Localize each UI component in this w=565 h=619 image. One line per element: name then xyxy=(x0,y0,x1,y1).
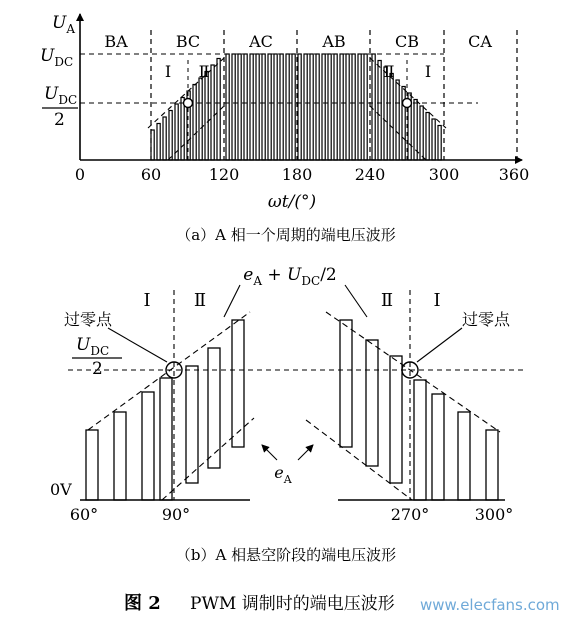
sector-label-ab: AB xyxy=(322,32,346,51)
top-pulse-flat xyxy=(244,54,247,160)
bottom-pulse-left-2 xyxy=(232,320,244,447)
top-region-right-1: Ⅰ xyxy=(424,62,432,81)
top-x-tick-120: 120 xyxy=(208,165,240,184)
envelope-leader-left xyxy=(224,285,240,317)
zero-cross-leader-left xyxy=(108,328,167,362)
bottom-envelope-lines xyxy=(88,312,500,500)
bottom-pulse-right-2 xyxy=(366,340,378,466)
top-pulse-flat xyxy=(256,54,259,160)
top-pulse-rising xyxy=(151,130,154,160)
svg-text:2: 2 xyxy=(92,359,103,379)
svg-text:UDC: $U_{DC}$ xyxy=(44,84,78,107)
ea-label: $e_A$ xyxy=(274,463,292,486)
top-pulse-falling xyxy=(432,119,435,160)
bottom-x-tick-90: 90° xyxy=(161,505,191,524)
zero-cross-label-right: 过零点 xyxy=(462,310,511,329)
top-pulse-falling xyxy=(390,74,393,161)
zero-cross-leader-right xyxy=(417,328,462,362)
zero-volt-label: 0V xyxy=(50,480,72,499)
bottom-x-tick-300: 300° xyxy=(474,505,514,524)
bottom-pulse-right-2 xyxy=(340,320,352,447)
top-pulse-flat xyxy=(310,54,313,160)
svg-text:UDC: $U_{DC}$ xyxy=(76,335,110,358)
bottom-region-left-1: Ⅰ xyxy=(143,290,151,311)
sector-label-cb: CB xyxy=(395,32,419,51)
top-x-tick-60: 60 xyxy=(140,165,162,184)
top-pulse-flat xyxy=(358,54,361,160)
bottom-region-labels xyxy=(143,290,440,311)
top-pulse-flat xyxy=(262,54,265,160)
top-pulse-flat xyxy=(352,54,355,160)
bottom-udc-half-label xyxy=(72,335,122,379)
top-pulse-falling xyxy=(378,61,381,161)
bottom-pulse-right-1 xyxy=(414,380,426,500)
top-pulse-flat xyxy=(232,54,235,160)
bottom-pulse-left-2 xyxy=(186,366,198,483)
top-pulse-flat xyxy=(238,54,241,160)
top-region-left-2: Ⅱ xyxy=(198,62,210,81)
top-region-left-1: Ⅰ xyxy=(164,62,172,81)
top-udc-label: $U_{DC}$ xyxy=(40,46,74,69)
top-pulse-falling xyxy=(372,54,375,160)
sector-label-ba: BA xyxy=(104,32,128,51)
bottom-diagram xyxy=(50,265,525,564)
top-sector-labels xyxy=(104,32,492,51)
top-caption: （a）A 相一个周期的端电压波形 xyxy=(176,226,396,244)
top-x-axis-label: ωt/(°) xyxy=(267,192,317,212)
top-pulse-rising xyxy=(217,59,220,161)
top-pulse-flat xyxy=(316,54,319,160)
top-pulse-rising xyxy=(163,117,166,160)
top-pulse-flat xyxy=(298,54,301,160)
top-pulse-rising xyxy=(157,124,160,161)
top-x-tick-labels xyxy=(75,165,529,184)
top-pulse-flat xyxy=(226,54,229,160)
top-pulse-flat xyxy=(334,54,337,160)
bottom-caption: （b）A 相悬空阶段的端电压波形 xyxy=(175,546,397,564)
top-pulse-rising xyxy=(169,111,172,161)
figure-number: 图 2 xyxy=(124,593,161,614)
bottom-pulse-right-1 xyxy=(486,430,498,500)
top-y-axis-label: $U_A$ xyxy=(52,13,75,36)
top-pulse-rising xyxy=(193,85,196,161)
top-pulse-rising xyxy=(211,65,214,160)
watermark-text: www.elecfans.com xyxy=(420,596,560,614)
top-pulse-flat xyxy=(304,54,307,160)
bottom-region-left-2: Ⅱ xyxy=(193,290,207,311)
zero-cross-label-left: 过零点 xyxy=(64,310,113,329)
top-pulse-flat xyxy=(280,54,283,160)
envelope-leader-right xyxy=(345,285,367,317)
top-pulse-flat xyxy=(364,54,367,160)
top-pulse-rising xyxy=(205,72,208,161)
top-pulse-flat xyxy=(268,54,271,160)
top-region-right-2: Ⅱ xyxy=(383,62,395,81)
bottom-pulse-left-1 xyxy=(114,412,126,500)
envelope-label: $e_A + U_{DC}/2$ xyxy=(243,265,337,288)
top-pulse-falling xyxy=(426,113,429,161)
top-pulse-flat xyxy=(322,54,325,160)
top-pulse-falling xyxy=(438,126,441,161)
bottom-x-tick-60: 60° xyxy=(69,505,99,524)
bottom-pulse-right-1 xyxy=(458,412,470,500)
top-pwm-pulses xyxy=(151,54,441,160)
bottom-x-tick-270: 270° xyxy=(390,505,430,524)
top-pulse-flat xyxy=(250,54,253,160)
top-pulse-falling xyxy=(402,87,405,161)
figure-title-text: PWM 调制时的端电压波形 xyxy=(190,594,395,614)
bottom-pulse-left-1 xyxy=(86,430,98,500)
top-x-tick-180: 180 xyxy=(281,165,313,184)
top-pulse-flat xyxy=(292,54,295,160)
top-zero-cross-left-marker xyxy=(184,99,193,108)
bottom-region-right-1: Ⅰ xyxy=(433,290,441,311)
sector-label-ca: CA xyxy=(468,32,492,51)
top-x-tick-240: 240 xyxy=(354,165,386,184)
sector-label-ac: AC xyxy=(249,32,273,51)
top-pulse-flat xyxy=(286,54,289,160)
top-x-tick-0: 0 xyxy=(74,165,86,184)
top-diagram xyxy=(40,13,529,244)
top-pulse-rising xyxy=(199,78,202,160)
top-pulse-flat xyxy=(328,54,331,160)
top-udc-half-label xyxy=(42,84,78,130)
figure-title xyxy=(124,593,395,614)
ea-arrow-left xyxy=(262,445,277,460)
bottom-pulse-right-1 xyxy=(432,394,444,500)
top-pulse-falling xyxy=(396,80,399,160)
top-pulse-flat xyxy=(274,54,277,160)
ea-arrow-right xyxy=(298,445,313,460)
top-pulse-flat xyxy=(340,54,343,160)
top-pulse-rising xyxy=(181,98,184,161)
bottom-pulse-left-1 xyxy=(142,392,154,500)
top-x-tick-300: 300 xyxy=(428,165,460,184)
top-pulse-flat xyxy=(346,54,349,160)
bottom-x-tick-labels xyxy=(70,505,513,524)
sector-label-bc: BC xyxy=(175,32,201,51)
bottom-region-right-2: Ⅱ xyxy=(380,290,394,311)
top-zero-cross-right-marker xyxy=(403,99,412,108)
top-pulse-falling xyxy=(420,106,423,160)
svg-text:2: 2 xyxy=(54,110,65,130)
bottom-pulse-left-1 xyxy=(160,378,172,500)
top-x-tick-360: 360 xyxy=(498,165,530,184)
bottom-pulse-right-2 xyxy=(390,356,402,483)
